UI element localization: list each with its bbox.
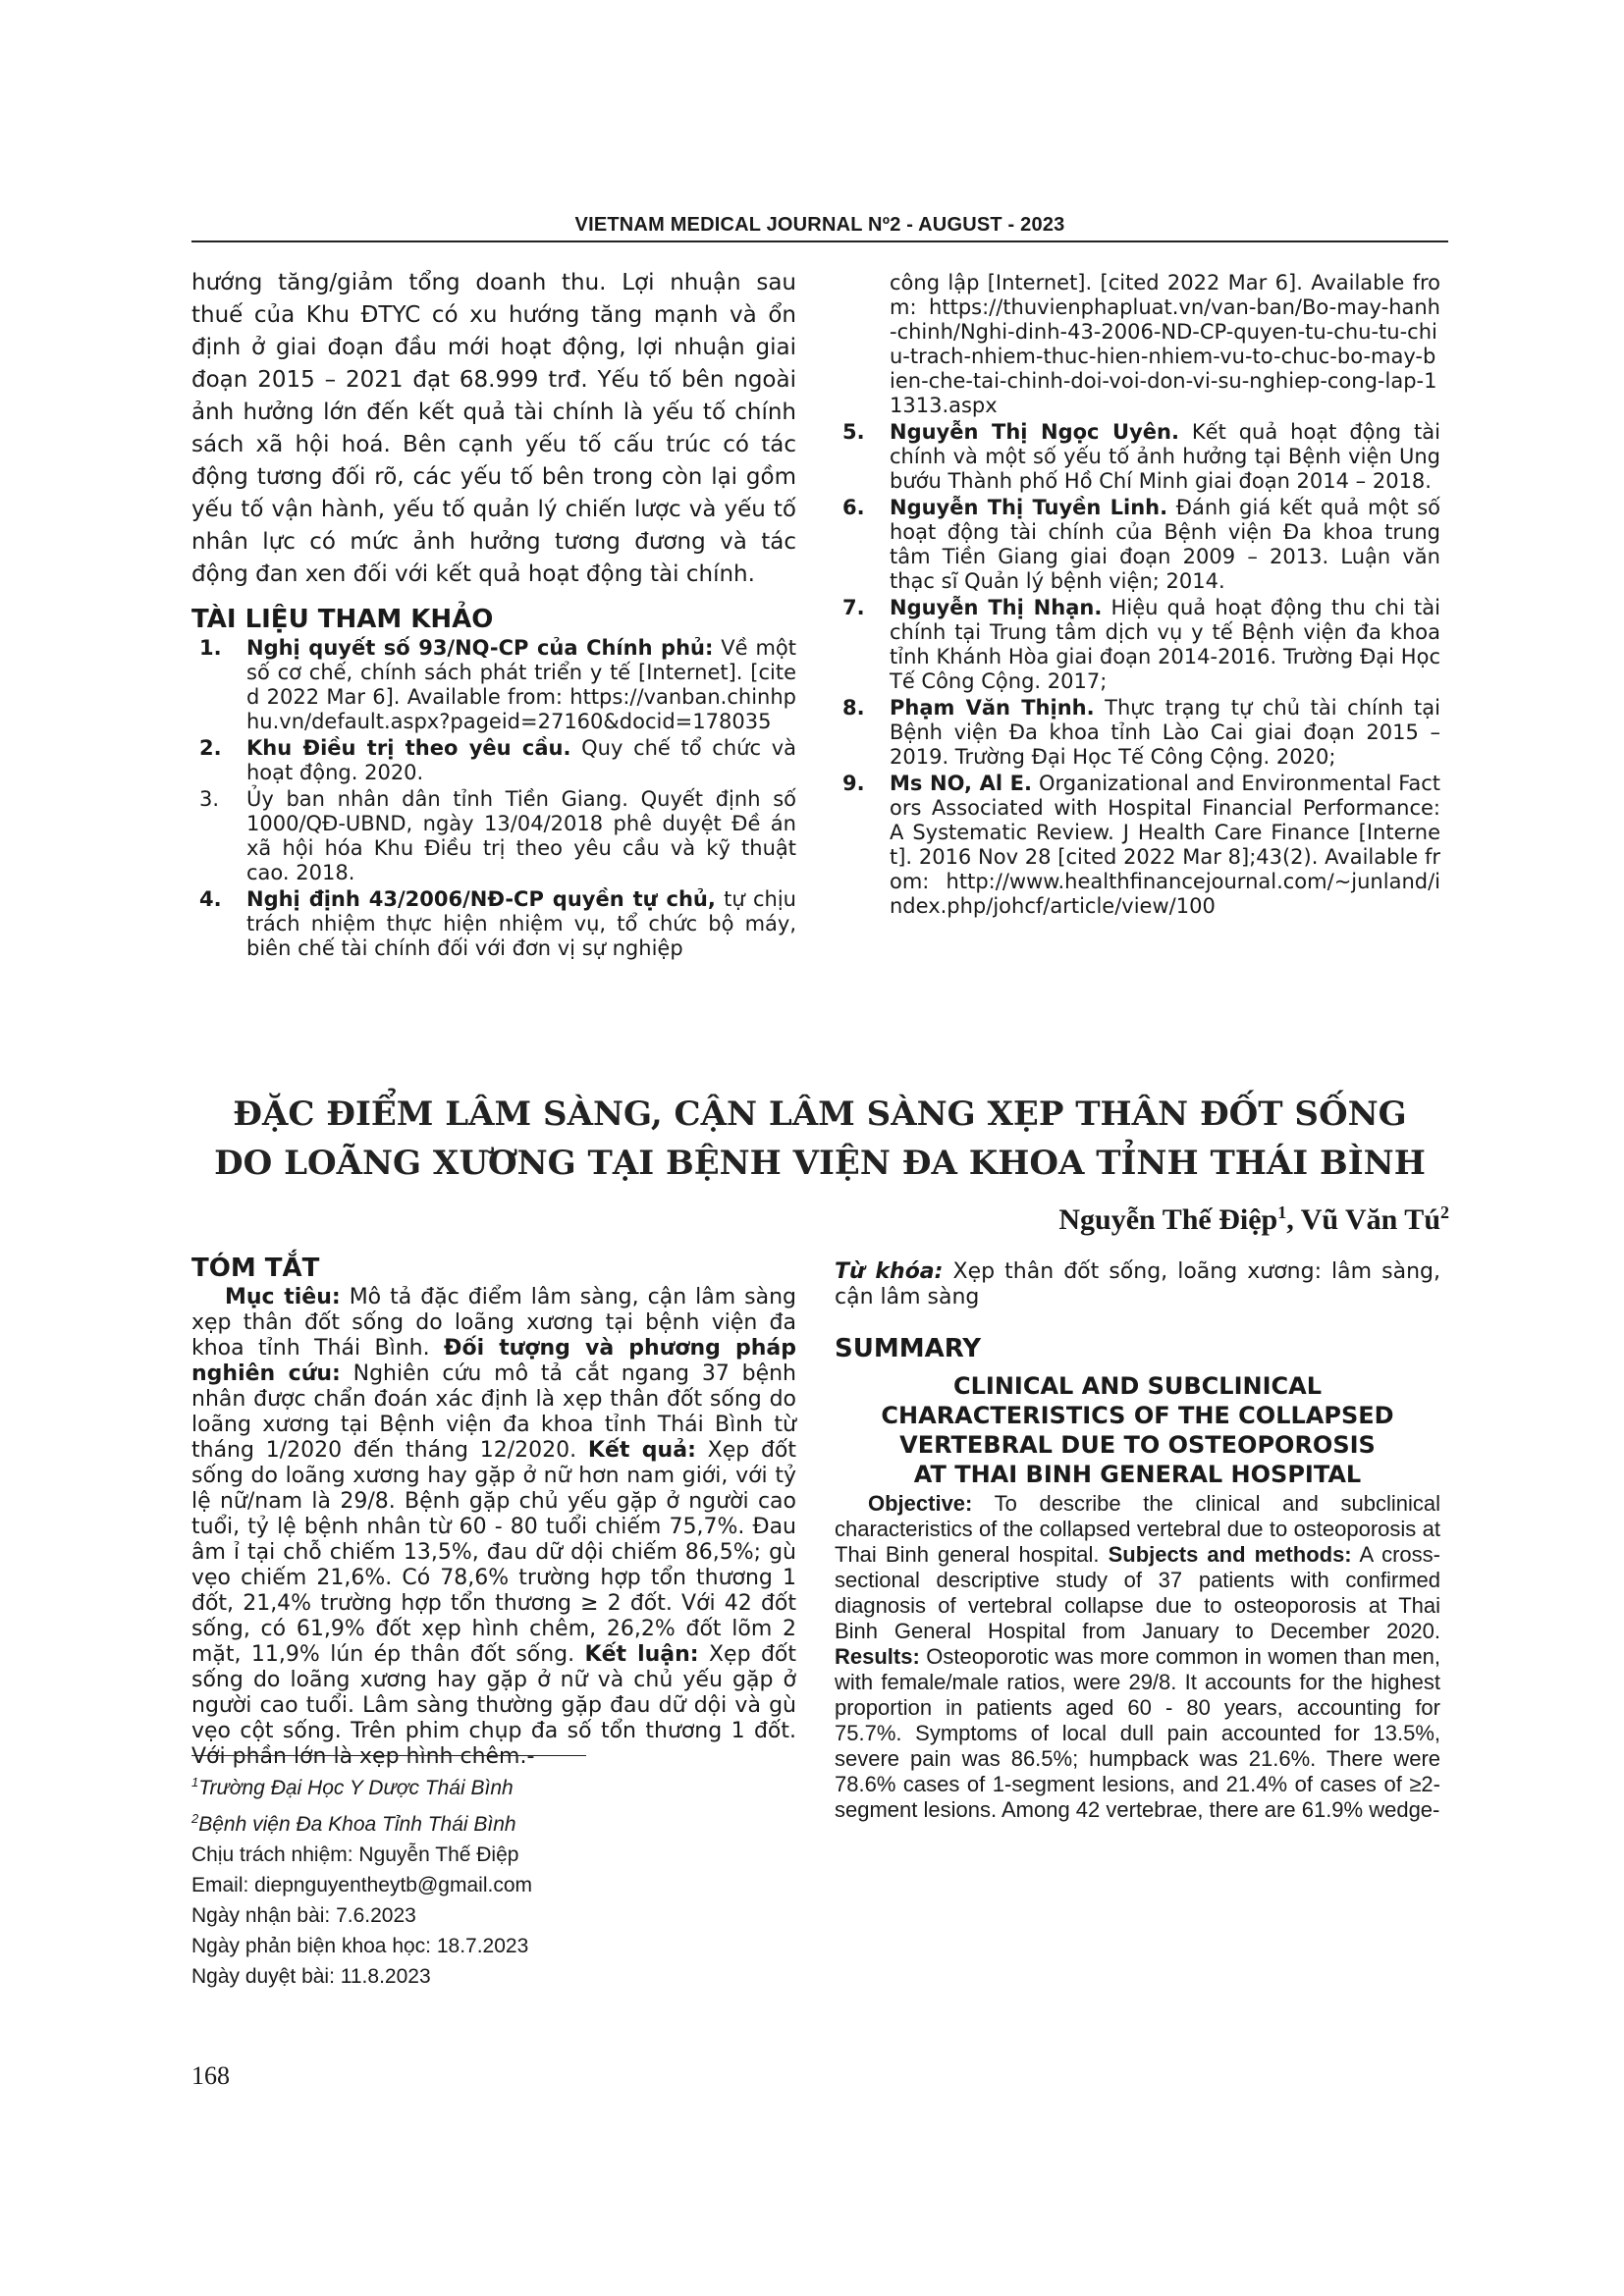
header-rule <box>191 240 1448 242</box>
summary-title: CLINICAL AND SUBCLINICAL CHARACTERISTICS OF THE COLLAPSED VERTEBRAL DUE TO OSTEOPOROSIS AT THAI BINH GENERAL HOSPITAL <box>881 1372 1394 1488</box>
article-title-line2: DO LOÃNG XƯƠNG TẠI BỆNH VIỆN ĐA KHOA TỈNH THÁI BÌNH <box>214 1144 1426 1183</box>
references-list-left <box>191 636 796 961</box>
contact-email: Email: diepnguyentheytb@gmail.com <box>191 1874 532 1896</box>
right-column-top <box>835 271 1440 921</box>
abstract-vi <box>191 1252 796 1770</box>
responsible-author: Chịu trách nhiệm: Nguyễn Thế Điệp <box>191 1843 519 1866</box>
reference-item: 2. Khu Điều trị theo yêu cầu. Quy chế tổ chức và hoạt động. 2020. <box>199 736 796 784</box>
reference-item: 6. Nguyễn Thị Tuyền Linh. Đánh giá kết quả một số hoạt động tài chính của Bệnh viện Đa khoa trung tâm Tiền Giang giai đoạn 2009 – 2013. Luận văn thạc sĩ Quản lý bệnh viện; 2014. <box>842 496 1441 593</box>
references-list-right <box>835 271 1440 919</box>
affiliation-2: $^2$Bệnh viện Đa Khoa Tỉnh Thái Bình <box>191 1811 516 1836</box>
abstract-heading-vi: TÓM TẮT <box>191 1254 320 1283</box>
accepted-date: Ngày duyệt bài: 11.8.2023 <box>191 1965 431 1988</box>
reference-item: 3. Ủy ban nhân dân tỉnh Tiền Giang. Quyết định số 1000/QĐ-UBND, ngày 13/04/2018 phê duyệt Đề án xã hội hóa Khu Điều trị theo yêu cầu và kỹ thuật cao. 2018. <box>199 787 796 884</box>
affiliation-1: $^1$Trường Đại Học Y Dược Thái Bình <box>191 1775 514 1799</box>
article-title-line1: ĐẶC ĐIỂM LÂM SÀNG, CẬN LÂM SÀNG XẸP THÂN ĐỐT SỐNG <box>233 1095 1407 1134</box>
reference-item: 9. Ms NO, Al E. Organizational and Environmental Factors Associated with Hospital Financial Performance: A Systematic Review. J Health Care Finance [Internet]. 2016 Nov 28 [cited 2022 Mar 8];43(2). Available from: http://www.healthfinancejournal.com/~junland/index.php/johcf/article/view/100 <box>842 772 1440 918</box>
reference-item: 8. Phạm Văn Thịnh. Thực trạng tự chủ tài chính tại Bệnh viện Đa khoa tỉnh Lào Cai giai đoạn 2015 – 2019. Trường Đại Học Tế Công Cộng. 2020; <box>842 696 1440 769</box>
reference-item: 7. Nguyễn Thị Nhạn. Hiệu quả hoạt động thu chi tài chính tại Trung tâm dịch vụ y tế Bệnh viện đa khoa tỉnh Khánh Hòa giai đoạn 2014-2016. Trường Đại Học Tế Công Cộng. 2017; <box>842 596 1440 693</box>
reference-item: 1. Nghị quyết số 93/NQ-CP của Chính phủ: Về một số cơ chế, chính sách phát triển y tế [Internet]. [cited 2022 Mar 6]. Available from: https://vanban.chinhphu.vn/default.aspx?pageid=27160&docid=178035 <box>199 636 796 733</box>
left-column-top <box>191 267 796 963</box>
footnote-rule <box>191 1755 586 1756</box>
keywords-line: Từ khóa: Xẹp thân đốt sống, loãng xương: lâm sàng, cận lâm sàng <box>835 1259 1440 1309</box>
received-date: Ngày nhận bài: 7.6.2023 <box>191 1904 416 1927</box>
article-title <box>191 1090 1448 1188</box>
abstract-right-column <box>835 1259 1440 1823</box>
running-header: VIETNAM MEDICAL JOURNAL Nº2 - AUGUST - 2023 <box>574 214 1065 236</box>
references-heading: TÀI LIỆU THAM KHẢO <box>191 605 494 634</box>
abstract-text-vi: Mục tiêu: Mô tả đặc điểm lâm sàng, cận lâm sàng xẹp thân đốt sống do loãng xương tại bệnh viện đa khoa tỉnh Thái Bình. Đối tượng và phương pháp nghiên cứu: Nghiên cứu mô tả cắt ngang 37 bệnh nhân được chẩn đoán xác định là xẹp thân đốt sống do loãng xương tại Bệnh viện đa khoa tỉnh Thái Bình từ tháng 1/2020 đến tháng 12/2020. Kết quả: Xẹp đốt sống do loãng xương hay gặp ở nữ hơn nam giới, với tỷ lệ nữ/nam là 29/8. Bệnh gặp chủ yếu gặp ở người cao tuổi, tỷ lệ bệnh nhân từ 60 - 80 tuổi chiếm 75,7%. Đau âm ỉ tại chỗ chiếm 13,5%, đau dữ dội chiếm 86,5%; gù vẹo chiếm 21,6%. Có 78,6% trường hợp tổn thương 1 đốt, 21,4% trường hợp tổn thương ≥ 2 đốt. Với 42 đốt sống, có 61,9% đốt xẹp hình chêm, 26,2% đốt lõm 2 mặt, 11,9% lún ép thân đốt sống. Kết luận: Xẹp đốt sống do loãng xương hay gặp ở nữ và chủ yếu gặp ở người cao tuổi. Lâm sàng thường gặp đau dữ dội và gù vẹo cột sống. Trên phim chụp đa số tổn thương 1 đốt. Với phần lớn là xẹp hình chêm.- <box>191 1285 796 1769</box>
summary-heading: SUMMARY <box>835 1334 982 1363</box>
summary-text: Objective: To describe the clinical and subclinical characteristics of the collapsed vertebral due to osteoporosis at Thai Binh general hospital. Subjects and methods: A cross-sectional descriptive study of 37 patients with confirmed diagnosis of vertebral collapse due to osteoporosis at Thai Binh General Hospital from January to December 2020. Results: Osteoporotic was more common in women than men, with female/male ratios, were 29/8. It accounts for the highest proportion in patients aged 60 - 80 years, accounting for 75.7%. Symptoms of local dull pain accounted for 13.5%, severe pain was 86.5%; humpback was 21.6%. There were 78.6% cases of 1-segment lesions, and 21.4% of cases of ≥2-segment lesions. Among 42 vertebrae, there are 61.9% wedge- <box>835 1491 1440 1822</box>
conclusion-paragraph: hướng tăng/giảm tổng doanh thu. Lợi nhuận sau thuế của Khu ĐTYC có xu hướng tăng mạnh và ổn định ở giai đoạn đầu mới hoạt động, lợi nhuận giai đoạn 2015 – 2021 đạt 68.999 trđ. Yếu tố bên ngoài ảnh hưởng lớn đến kết quả tài chính là yếu tố chính sách xã hội hoá. Bên cạnh yếu tố cấu trúc có tác động tương đối rõ, các yếu tố bên trong còn lại gồm yếu tố vận hành, yếu tố quản lý chiến lược và yếu tố nhân lực có mức ảnh hưởng tương đương và tác động đan xen đối với kết quả hoạt động tài chính. <box>191 270 796 587</box>
reference-item: 5. Nguyễn Thị Ngọc Uyên. Kết quả hoạt động tài chính và một số yếu tố ảnh hưởng tại Bệnh viện Ung bướu Thành phố Hồ Chí Minh giai đoạn 2014 – 2018. <box>842 420 1440 493</box>
review-date: Ngày phản biện khoa học: 18.7.2023 <box>191 1935 529 1957</box>
footnotes <box>191 1767 781 1992</box>
article-authors: Nguyễn Thế Điệp$^1$, Vũ Văn $Tú^2$ <box>1058 1202 1449 1236</box>
reference-continuation: công lập [Internet]. [cited 2022 Mar 6]. Available from: https://thuvienphapluat.vn/van-ban/Bo-may-hanh-chinh/Nghi-dinh-43-2006-ND-CP-quyen-tu-chu-tu-chiu-trach-nhiem-thuc-hien-nhiem-vu-to-chuc-bo-may-bien-che-tai-chinh-doi-voi-don-vi-su-nghiep-cong-lap-11313.aspx <box>890 271 1440 417</box>
reference-item: 4. Nghị định 43/2006/NĐ-CP quyền tự chủ, tự chịu trách nhiệm thực hiện nhiệm vụ, tổ chức bộ máy, biên chế tài chính đối với đơn vị sự nghiệp <box>199 887 796 960</box>
page-number: 168 <box>191 2061 230 2090</box>
author-name: Nguyễn Thế Điệp <box>1058 1203 1278 1236</box>
author-name: Vũ Văn Tú <box>1300 1203 1440 1236</box>
